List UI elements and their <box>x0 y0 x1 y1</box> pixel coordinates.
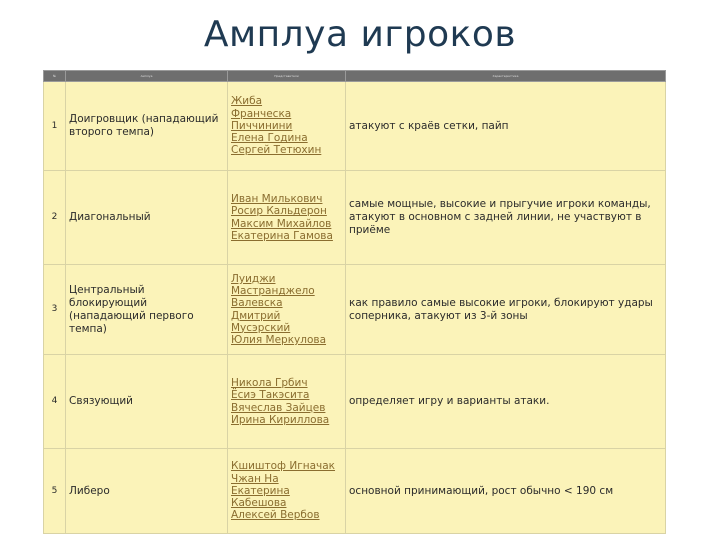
header-description: Характеристика <box>346 71 666 82</box>
player-link[interactable]: Луиджи <box>231 272 276 285</box>
row-number: 3 <box>44 265 66 355</box>
role-cell: Либеро <box>66 449 228 534</box>
player-link[interactable]: Иван Милькович <box>231 193 323 206</box>
player-link[interactable]: Алексей Вербов <box>231 509 320 522</box>
players-cell <box>228 449 346 534</box>
player-link[interactable]: Пиччинини <box>231 119 293 132</box>
row-number: 2 <box>44 171 66 265</box>
header-players: Представители <box>228 71 346 82</box>
table-row <box>44 449 666 534</box>
table-row <box>44 355 666 449</box>
players-cell <box>228 355 346 449</box>
player-link[interactable]: Ирина Кириллова <box>231 413 330 426</box>
player-link[interactable]: Дмитрий Мусэрский <box>231 309 291 334</box>
page-title: Амплуа игроков <box>203 14 517 55</box>
player-link[interactable]: Максим Михайлов <box>231 217 332 230</box>
table-row <box>44 171 666 265</box>
player-link[interactable]: Екатерина Кабешова <box>231 484 290 510</box>
player-link[interactable]: Ёсиэ Такэсита <box>231 389 310 402</box>
table-row <box>44 82 666 171</box>
player-link[interactable]: Жиба <box>231 95 263 108</box>
player-link[interactable]: Кшиштоф Игначак <box>231 460 336 473</box>
roles-table <box>43 70 666 534</box>
player-link[interactable]: Росир Кальдерон <box>231 205 327 218</box>
role-cell: Центральный блокирующий (нападающий первого темпа) <box>66 265 228 355</box>
role-cell: Доигровщик (нападающий второго темпа) <box>66 82 228 171</box>
player-link[interactable]: Вячеслав Зайцев <box>231 401 326 414</box>
player-link[interactable]: Екатерина Гамова <box>231 229 333 242</box>
description-cell: определяет игру и варианты атаки. <box>346 355 666 449</box>
header-role: Амплуа <box>66 71 228 82</box>
row-number: 1 <box>44 82 66 171</box>
player-link[interactable]: Чжан На <box>231 472 279 485</box>
table-row <box>44 265 666 355</box>
table-header-row <box>44 71 666 82</box>
player-link[interactable]: Мастранджело <box>231 285 315 298</box>
player-link[interactable]: Валевска <box>231 297 283 310</box>
player-link[interactable]: Франческа <box>231 107 292 120</box>
role-cell: Связующий <box>66 355 228 449</box>
player-link[interactable]: Елена Година <box>231 132 308 145</box>
players-cell <box>228 265 346 355</box>
description-cell: как правило самые высокие игроки, блокируют удары соперника, атакуют из 3-й зоны <box>346 265 666 355</box>
players-cell <box>228 171 346 265</box>
player-link[interactable]: Сергей Тетюхин <box>231 144 322 157</box>
header-number: № <box>44 71 66 82</box>
player-link[interactable]: Юлия Меркулова <box>231 333 327 346</box>
player-link[interactable]: Никола Грбич <box>231 377 308 390</box>
description-cell: самые мощные, высокие и прыгучие игроки команды, атакуют в основном с задней линии, не участвуют в приёме <box>346 171 666 265</box>
row-number: 5 <box>44 449 66 534</box>
row-number: 4 <box>44 355 66 449</box>
description-cell: основной принимающий, рост обычно < 190 см <box>346 449 666 534</box>
description-cell: атакуют с краёв сетки, пайп <box>346 82 666 171</box>
players-cell <box>228 82 346 171</box>
role-cell: Диагональный <box>66 171 228 265</box>
